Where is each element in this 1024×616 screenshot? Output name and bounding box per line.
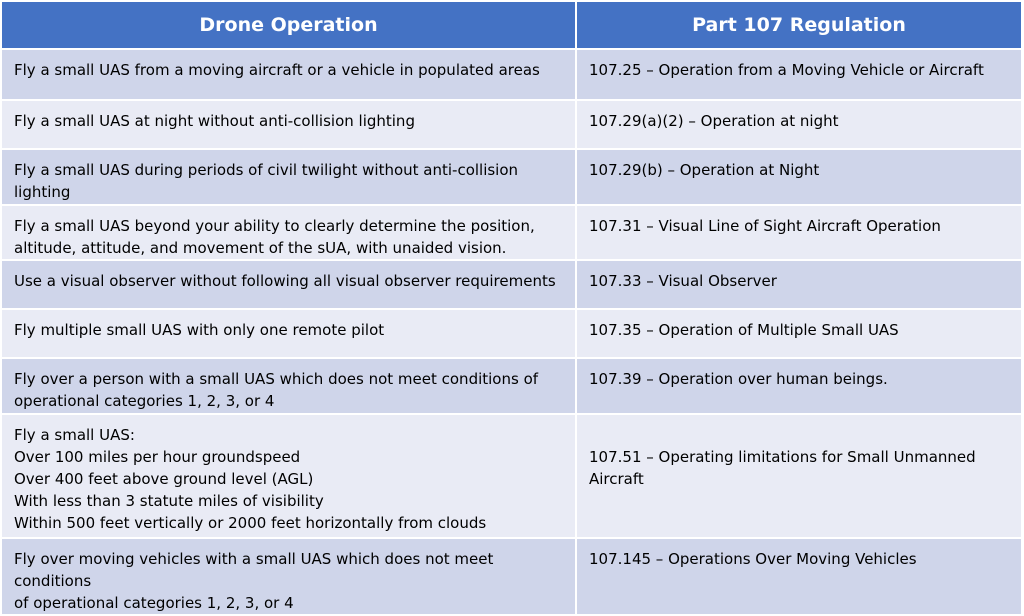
regulation-text: 107.145 – Operations Over Moving Vehicles <box>589 550 917 568</box>
operation-text: Fly a small UAS at night without anti-collision lighting <box>14 112 415 130</box>
regulation-text: 107.51 – Operating limitations for Small Unmanned <box>589 448 976 466</box>
operation-text: altitude, attitude, and movement of the sUA, with unaided vision. <box>14 239 507 257</box>
table-header-row <box>1 1 1022 49</box>
table-row <box>1 49 1022 100</box>
table-row <box>1 205 1022 260</box>
regulation-text: Aircraft <box>589 470 644 488</box>
operation-text: Over 400 feet above ground level (AGL) <box>14 470 314 488</box>
operation-text: With less than 3 statute miles of visibility <box>14 492 324 510</box>
operation-text: of operational categories 1, 2, 3, or 4 <box>14 594 294 612</box>
operation-text: lighting <box>14 183 71 201</box>
operation-cell <box>1 49 576 100</box>
regulation-cell <box>576 358 1022 414</box>
operation-text: Fly over moving vehicles with a small UAS which does not meet conditions <box>14 550 494 590</box>
regulation-text: 107.33 – Visual Observer <box>589 272 777 290</box>
operation-cell <box>1 358 576 414</box>
operation-text: Fly over a person with a small UAS which does not meet conditions of <box>14 370 539 388</box>
regulation-text: 107.39 – Operation over human beings. <box>589 370 888 388</box>
table-row <box>1 414 1022 538</box>
table-row <box>1 538 1022 615</box>
regulation-text: 107.25 – Operation from a Moving Vehicle or Aircraft <box>589 61 984 79</box>
regulation-cell <box>576 260 1022 309</box>
table-row <box>1 309 1022 358</box>
regulation-text: 107.29(b) – Operation at Night <box>589 161 820 179</box>
regulation-cell <box>576 100 1022 149</box>
operation-cell <box>1 260 576 309</box>
operation-text: Over 100 miles per hour groundspeed <box>14 448 301 466</box>
operation-cell <box>1 538 576 615</box>
regulation-cell <box>576 538 1022 615</box>
header-drone-operation: Drone Operation <box>1 1 576 49</box>
operation-cell <box>1 414 576 538</box>
operation-text: Fly a small UAS from a moving aircraft or a vehicle in populated areas <box>14 61 540 79</box>
table-row <box>1 149 1022 205</box>
operation-cell <box>1 149 576 205</box>
operation-cell <box>1 100 576 149</box>
operation-text: Fly multiple small UAS with only one remote pilot <box>14 321 385 339</box>
table-row <box>1 358 1022 414</box>
operation-cell <box>1 205 576 260</box>
operation-text: Use a visual observer without following all visual observer requirements <box>14 272 556 290</box>
regulation-text: 107.29(a)(2) – Operation at night <box>589 112 839 130</box>
table-row <box>1 260 1022 309</box>
header-part-107-regulation: Part 107 Regulation <box>576 1 1022 49</box>
operation-text: Fly a small UAS: <box>14 426 135 444</box>
operation-text: Within 500 feet vertically or 2000 feet horizontally from clouds <box>14 514 487 532</box>
operation-text: Fly a small UAS during periods of civil twilight without anti-collision <box>14 161 519 179</box>
regulation-cell <box>576 205 1022 260</box>
regulation-cell <box>576 414 1022 538</box>
table-row <box>1 100 1022 149</box>
regulation-cell <box>576 49 1022 100</box>
operation-cell <box>1 309 576 358</box>
operation-text: operational categories 1, 2, 3, or 4 <box>14 392 275 410</box>
regulation-cell <box>576 309 1022 358</box>
regulation-cell <box>576 149 1022 205</box>
regulation-text: 107.35 – Operation of Multiple Small UAS <box>589 321 899 339</box>
regulation-text: 107.31 – Visual Line of Sight Aircraft Operation <box>589 217 941 235</box>
operation-text: Fly a small UAS beyond your ability to clearly determine the position, <box>14 217 535 235</box>
